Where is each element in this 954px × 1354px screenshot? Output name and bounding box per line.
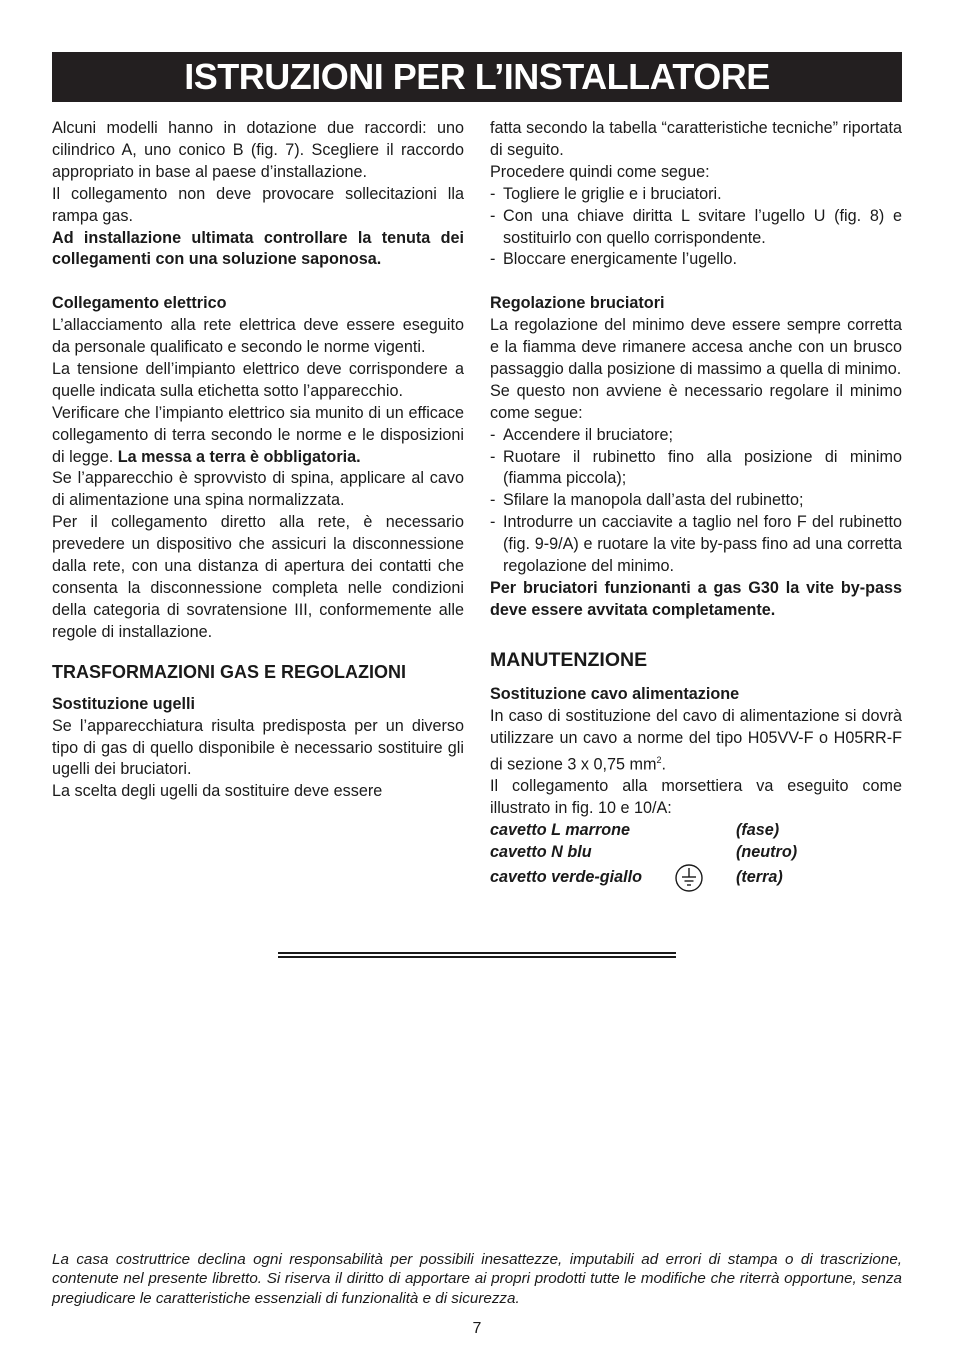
stress-paragraph: Il collegamento non deve provocare sollecitazioni lla rampa gas. [52,184,464,225]
wire-label: cavetto verde-giallo [490,868,643,887]
burner-adjustment-title: Regolazione bruciatori [490,294,665,313]
cable-replacement-title: Sostituzione cavo alimentazione [490,684,740,703]
list-item: - Bloccare energicamente l’ugello. [490,249,902,271]
nozzle-steps-list [490,184,902,272]
gas-conversion-heading: TRASFORMAZIONI GAS E REGOLAZIONI [52,661,406,682]
manufacturer-disclaimer: La casa costruttrice declina ogni responsabilità per possibili inesattezze, imputabili ad errori di stampa o di trascrizione, contenute nel presente libretto. Si riserva il diritto di apportare ai propri prodotti tutte le modifiche che riterrà opportune, senza pregiudicare le caratteristiche essenziali di funzionalità e di sicurezza. [52,1251,902,1307]
leak-check-warning: Ad installazione ultimata controllare la tenuta dei collegamenti con una soluzione saponosa. [52,228,464,269]
cable-paragraph-1 [490,706,902,776]
electric-paragraph-1: L’allacciamento alla rete elettrica deve essere eseguito da personale qualificato e secondo le norme vigenti. [52,316,464,357]
electric-paragraph-3 [52,403,464,469]
earth-text: Verificare che l’impianto elettrico sia munito di un efficace collegamento di terra secondo le norme e le disposizioni di legge. [52,403,464,466]
list-item: - Togliere le griglie e i bruciatori. [490,184,902,206]
nozzle-replacement-title: Sostituzione ugelli [52,694,195,713]
list-item: - Sfilare la manopola dall’asta del rubinetto; [490,490,902,512]
list-item: - Con una chiave diritta L svitare l’ugello U (fig. 8) e sostituirlo con quello corrispondente. [490,206,902,250]
cable-paragraph-2: Il collegamento alla morsettiera va eseguito come illustrato in fig. 10 e 10/A: [490,776,902,817]
list-item: - Accendere il bruciatore; [490,425,902,447]
burner-steps-list [490,425,902,578]
cable-text: In caso di sostituzione del cavo di alimentazione si dovrà utilizzare un cavo a norme del tipo H05VV-F o H05RR-F di sezione 3 x 0,75 mm [490,706,902,773]
burner-paragraph-1: La regolazione del minimo deve essere sempre corretta e la fiamma deve rimanere accesa anche con un brusco passaggio dalla posizione di massimo a quella di minimo. [490,316,902,378]
electric-paragraph-2: La tensione dell’impianto elettrico deve corrispondere a quelle indicata sulla etichetta sotto l’apparecchio. [52,359,464,400]
electric-paragraph-4: Se l’apparecchio è sprovvisto di spina, applicare al cavo di alimentazione una spina normalizzata. [52,469,464,510]
wire-row-earth [490,863,902,893]
fittings-paragraph: Alcuni modelli hanno in dotazione due raccordi: uno cilindrico A, uno conico B (fig. 7). Scegliere il raccordo appropriato in base al paese d’installazione. [52,119,464,181]
left-column [52,118,464,803]
list-item: - Ruotare il rubinetto fino alla posizione di minimo (fiamma piccola); [490,447,902,491]
maintenance-heading: MANUTENZIONE [490,648,648,671]
wire-label: cavetto L marrone [490,820,631,839]
divider-line [278,956,676,958]
wire-value: (fase) [736,820,780,839]
wire-value: (neutro) [736,842,798,861]
page-title: ISTRUZIONI PER L’INSTALLATORE [52,52,902,102]
right-column [490,118,902,893]
nozzle-paragraph-1: Se l’apparecchiatura risulta predisposta per un diverso tipo di gas di quello disponibile è necessario sostituire gli ugelli dei bruciatori. [52,716,464,779]
wire-row-phase [490,820,902,842]
cable-superscript: 2 [656,754,662,765]
electric-paragraph-5: Per il collegamento diretto alla rete, è necessario prevedere un dispositivo che assicuri la disconnessione dalla rete, con una distanza di apertura dei contatti che consenta la disconnessione completa nelle condizioni della categoria di sovratensione III, conformemente alle regole di installazione. [52,513,464,641]
earth-mandatory: La messa a terra è obbligatoria. [117,447,361,466]
earth-ground-icon [674,863,704,893]
divider-line [278,952,676,954]
wire-row-neutral [490,842,902,864]
cable-text-end: . [661,754,666,773]
wire-value: (terra) [736,868,783,887]
nozzle-paragraph-2: La scelta degli ugelli da sostituire deve essere [52,782,383,801]
procedure-intro: Procedere quindi come segue: [490,162,710,181]
g30-note: Per bruciatori funzionanti a gas G30 la vite by-pass deve essere avvitata completamente. [490,579,902,619]
page-number: 7 [472,1320,482,1337]
list-item: - Introdurre un cacciavite a taglio nel foro F del rubinetto (fig. 9-9/A) e ruotare la vite by-pass fino ad una corretta regolazione del minimo. [490,512,902,578]
wire-label: cavetto N blu [490,842,592,861]
burner-paragraph-2: Se questo non avviene è necessario regolare il minimo come segue: [490,381,902,422]
electric-connection-title: Collegamento elettrico [52,294,227,313]
nozzle-paragraph-cont: fatta secondo la tabella “caratteristiche tecniche” riportata di seguito. [490,119,902,159]
